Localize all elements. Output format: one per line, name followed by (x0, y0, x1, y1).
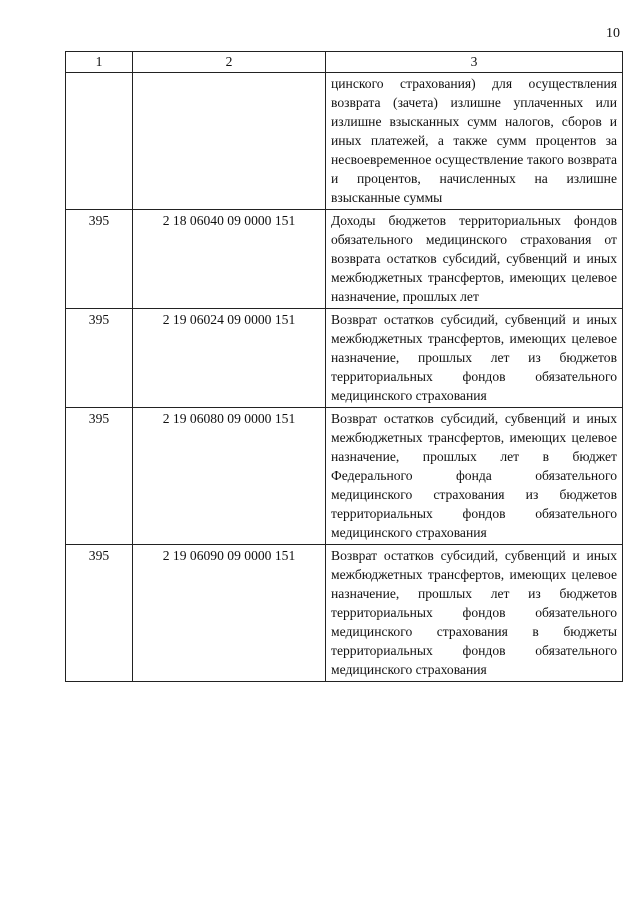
description-cell: Возврат остатков субсидий, субвенций и иных межбюджетных трансфертов, имеющих целевое назначение, прошлых лет из бюджетов территориальных фондов обязательного медицинского страхования (326, 309, 623, 408)
table-row (66, 408, 623, 545)
table-row (66, 309, 623, 408)
description-cell: Возврат остатков субсидий, субвенций и иных межбюджетных трансфертов, имеющих целевое назначение, прошлых лет в бюджет Федерального фонда обязательного медицинского страхования из бюджетов территориальных фондов обязательного медицинского страхования (326, 408, 623, 545)
budget-classification-code-cell: 2 19 06024 09 0000 151 (133, 309, 326, 408)
table-row (66, 210, 623, 309)
table-row (66, 545, 623, 682)
page-number: 10 (606, 26, 620, 41)
admin-code-cell: 395 (66, 309, 133, 408)
table-header-row (66, 52, 623, 73)
admin-code-cell (66, 73, 133, 210)
admin-code-cell: 395 (66, 408, 133, 545)
budget-classification-code-cell: 2 18 06040 09 0000 151 (133, 210, 326, 309)
budget-code-table (65, 51, 623, 682)
table-row (66, 73, 623, 210)
description-cell: Доходы бюджетов территориальных фондов обязательного медицинского страхования от возврата остатков субсидий, субвенций и иных межбюджетных трансфертов, имеющих целевое назначение, прошлых лет (326, 210, 623, 309)
column-header-3: 3 (326, 52, 623, 73)
column-header-1: 1 (66, 52, 133, 73)
column-header-2: 2 (133, 52, 326, 73)
budget-classification-code-cell: 2 19 06090 09 0000 151 (133, 545, 326, 682)
budget-classification-code-cell (133, 73, 326, 210)
description-cell: Возврат остатков субсидий, субвенций и иных межбюджетных трансфертов, имеющих целевое назначение, прошлых лет из бюджетов территориальных фондов обязательного медицинского страхования в бюджеты территориальных фондов обязательного медицинского страхования (326, 545, 623, 682)
description-cell: цинского страхования) для осуществления возврата (зачета) излишне уплаченных или излишне взысканных сумм налогов, сборов и иных платежей, а также сумм процентов за несвоевременное осуществление такого возврата и процентов, начисленных на излишне взысканные суммы (326, 73, 623, 210)
admin-code-cell: 395 (66, 210, 133, 309)
budget-classification-code-cell: 2 19 06080 09 0000 151 (133, 408, 326, 545)
admin-code-cell: 395 (66, 545, 133, 682)
